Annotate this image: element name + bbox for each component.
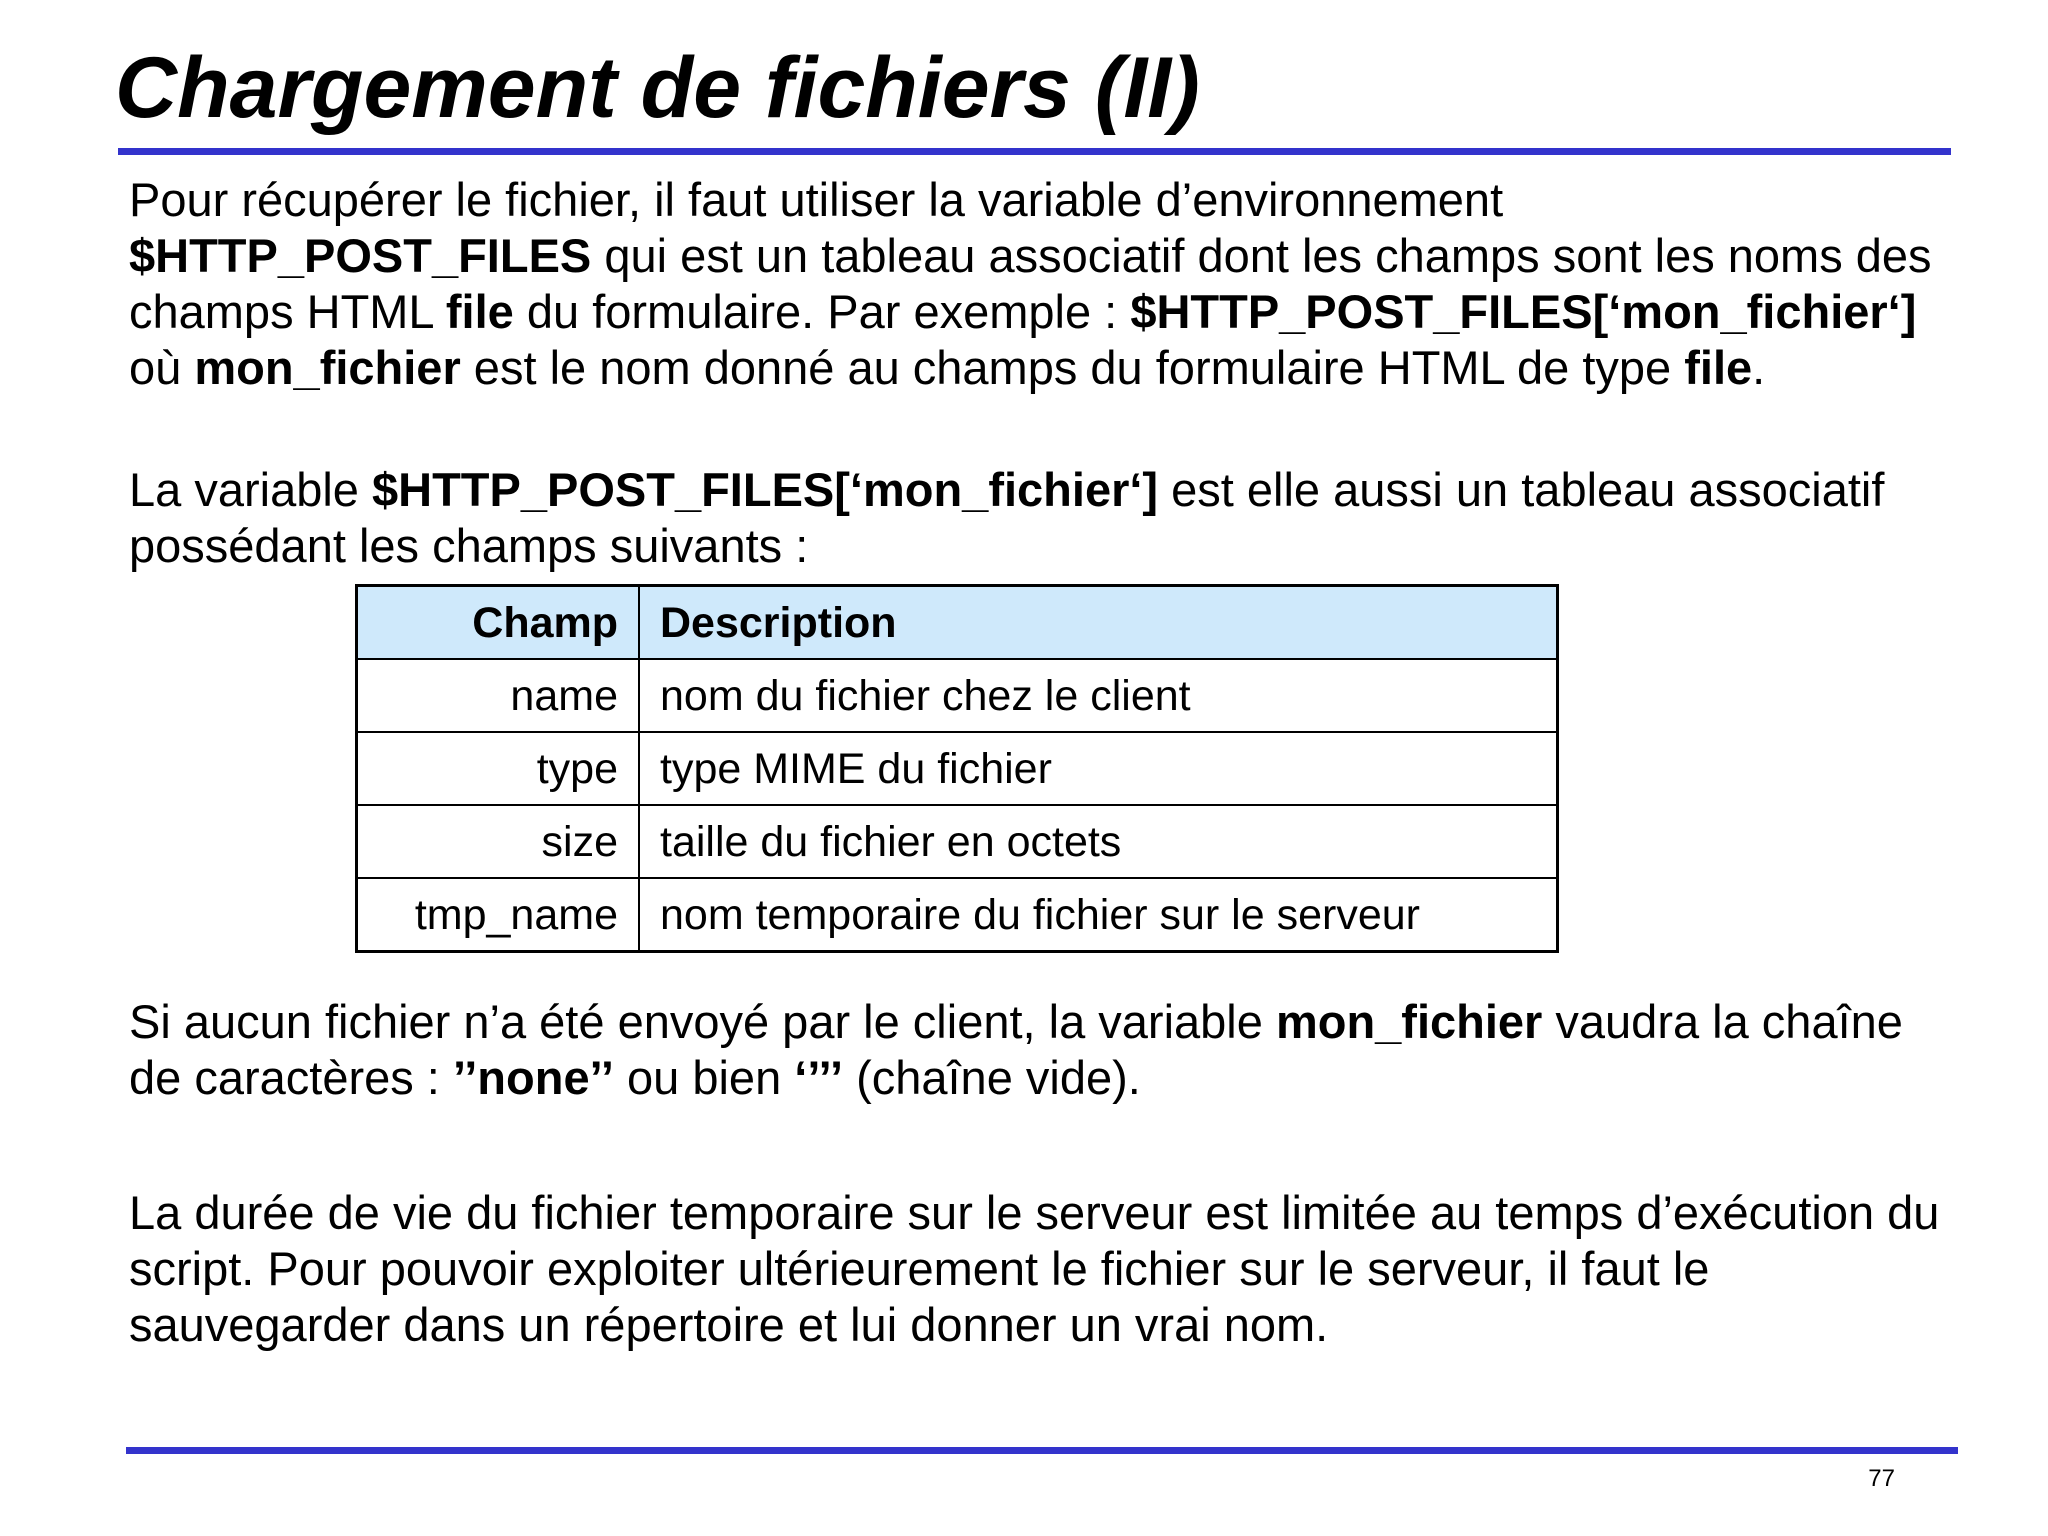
p3-text-3: ou bien [613,1051,795,1104]
p2-bold-variable: $HTTP_POST_FILES[‘mon_fichier‘] [372,463,1159,516]
table-header-row [357,586,1558,660]
p3-bold-none: ’’none’’ [452,1051,614,1104]
p3-text-1: Si aucun fichier n’a été envoyé par le client, la variable [129,995,1276,1048]
table-row [357,659,1558,732]
field-description-cell: nom du fichier chez le client [639,659,1558,732]
table-row [357,805,1558,878]
footer-divider [126,1447,1958,1454]
p1-text-5: est le nom donné au champs du formulaire HTML de type [460,341,1685,394]
p3-bold-empty: ‘’’’ [794,1051,844,1104]
p3-bold-mon-fichier: mon_fichier [1275,995,1543,1048]
p1-bold-file-type: file [1684,341,1753,394]
p1-text-6: . [1752,341,1766,394]
column-header-description: Description [639,586,1558,660]
p1-text-2: qui est un tableau associatif dont les champs sont les noms des champs HTML [129,229,1932,338]
paragraph-no-file [129,994,1959,1106]
field-name-cell: size [357,805,640,878]
column-header-champ: Champ [357,586,640,660]
field-description-cell: type MIME du fichier [639,732,1558,805]
p1-text-1: Pour récupérer le fichier, il faut utiliser la variable d’environnement [129,173,1504,226]
title-divider [118,148,1951,155]
p3-text-2: vaudra la chaîne de caractères : [129,995,1903,1104]
field-description-cell: taille du fichier en octets [639,805,1558,878]
table-row [357,878,1558,952]
p1-text-3: du formulaire. Par exemple : [513,285,1131,338]
p3-text-4: (chaîne vide). [843,1051,1141,1104]
slide-title: Chargement de fichiers (II) [115,40,1200,136]
field-name-cell: type [357,732,640,805]
p1-text-4: où [129,341,195,394]
field-name-cell: tmp_name [357,878,640,952]
paragraph-temp-file-lifetime: La durée de vie du fichier temporaire sur le serveur est limitée au temps d’exécution du script. Pour pouvoir exploiter ultérieurement le fichier sur le serveur, il faut le sauvegarder dans un répertoire et lui donner un vrai nom. [129,1186,1940,1351]
table-row [357,732,1558,805]
fields-table [355,584,1559,953]
p2-text-1: La variable [129,463,372,516]
paragraph-array-fields [129,462,1959,574]
p2-text-2: est elle aussi un tableau associatif possédant les champs suivants : [129,463,1885,572]
p1-bold-mon-fichier: mon_fichier [194,341,461,394]
page-number: 77 [1868,1465,1895,1492]
p1-bold-file: file [445,285,514,338]
paragraph-http-post-files [129,172,1959,396]
field-description-cell: nom temporaire du fichier sur le serveur [639,878,1558,952]
p1-bold-example: $HTTP_POST_FILES[‘mon_fichier‘] [1130,285,1917,338]
field-name-cell: name [357,659,640,732]
p1-bold-variable: $HTTP_POST_FILES [129,229,592,282]
